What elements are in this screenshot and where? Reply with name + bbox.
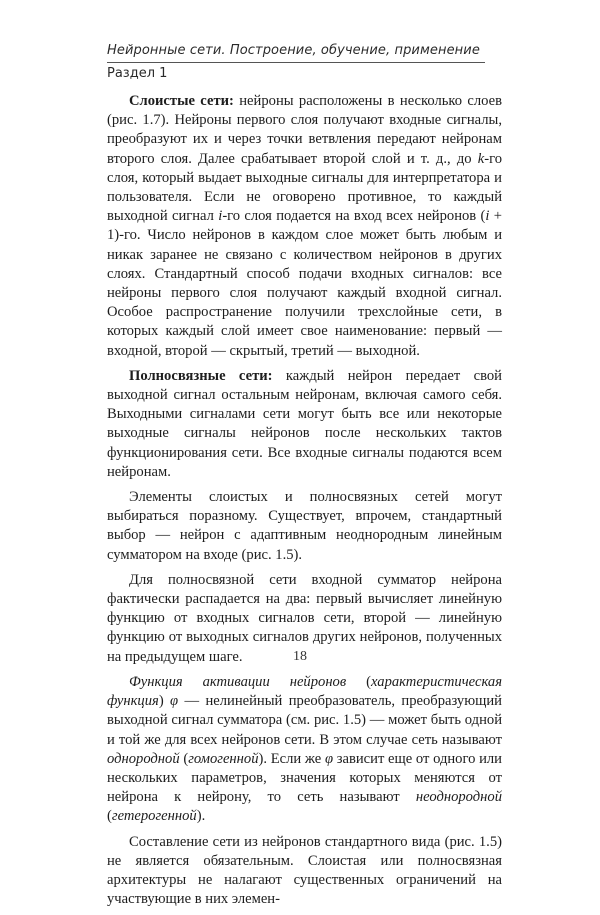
page-number: 18 [293, 649, 307, 664]
page-body [107, 92, 502, 915]
running-header-title: Нейронные сети. Построение, обучение, применение [107, 43, 480, 58]
term-activation-function: Функция активации нейронов [129, 673, 347, 690]
paragraph-input-adder: Для полносвязной сети входной сумматор нейрона фактически распадается на два: первый вычисляет линейную функцию от входных сигналов сети, второй — линейную функцию от выходных сигналов других нейронов, полученных на предыдущем шаге. [107, 571, 502, 665]
paragraph-activation-function: Функция активации нейронов (характеристическая функция) φ — нелинейный преобразователь, преобразующий выходной сигнал сумматора (см. рис. 1.5) — может быть одной и той же для всех нейронов сети. В этом случае сеть называют однородной (гомогенной). Если же φ зависит еще от одного или нескольких параметров, значения которых меняются от нейрона к нейрону, то сеть называют неоднородной (гетерогенной). [107, 673, 502, 825]
paragraph-network-composition: Составление сети из нейронов стандартного вида (рис. 1.5) не является обязательным. Слоистая или полносвязная архитектуры не налагают существенных ограничений на участвующие в них элемен- [107, 833, 502, 908]
header-divider [107, 62, 485, 63]
term-layered-networks: Слоистые сети: [129, 93, 234, 109]
term-fully-connected-networks: Полносвязные сети: [129, 367, 273, 384]
paragraph-layered-networks: Слоистые сети: нейроны расположены в несколько слоев (рис. 1.7). Нейроны первого слоя получают входные сигналы, преобразуют их и через точки ветвления передают нейронам второго слоя. Далее срабатывает второй слой и т. д., до k-го слоя, который выдает выходные сигналы для интерпретатора и пользователя. Если не оговорено противное, то каждый выходной сигнал i-го слоя подается на вход всех нейронов (i + 1)-го. Число нейронов в каждом слое может быть любым и никак заранее не связано с количеством нейронов в других слоях. Стандартный способ подачи входных сигналов: все нейроны первого слоя получают каждый входной сигнал. Особое распространение получили трехслойные сети, в которых каждый слой имеет свое наименование: первый — входной, второй — скрытый, третий — выходной. [107, 93, 503, 359]
paragraph-elements-choice: Элементы слоистых и полносвязных сетей могут выбираться поразному. Существует, впрочем, стандартный выбор — нейрон с адаптивным неоднородным линейным сумматором на входе (рис. 1.5). [107, 489, 502, 563]
paragraph-fully-connected-networks: Полносвязные сети: каждый нейрон передает свой выходной сигнал остальным нейронам, включая самого себя. Выходными сигналами сети могут быть все или некоторые выходные сигналы нейронов после нескольких тактов функционирования сети. Все входные сигналы подаются всем нейронам. [107, 367, 502, 480]
section-label: Раздел 1 [107, 66, 168, 81]
